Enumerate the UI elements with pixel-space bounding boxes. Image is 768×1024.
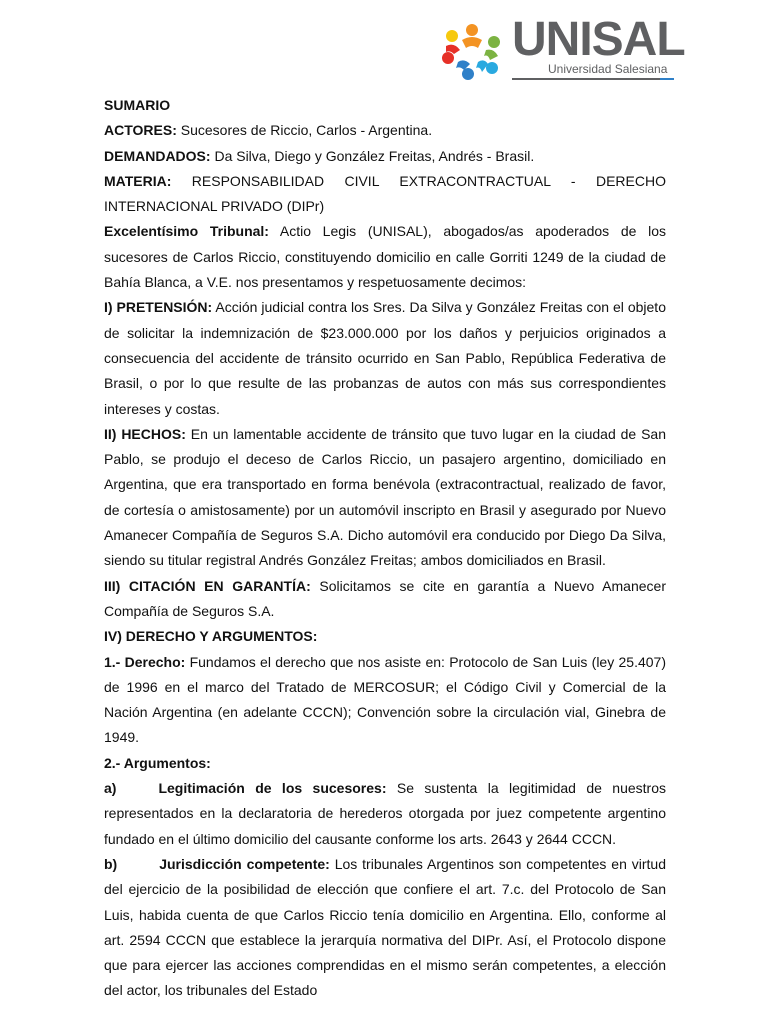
derecho-paragraph: 1.- Derecho: Fundamos el derecho que nos asiste en: Protocolo de San Luis (ley 25.407) de 1996 en el marco del Tratado de MERCOSUR; el Código Civil y Comercial de la Nación Argentina (en adelante CCCN); Convención sobre la circulación vial, Ginebra de 1949.	[104, 653, 666, 746]
pretension-paragraph: I) PRETENSIÓN: Acción judicial contra los Sres. Da Silva y González Freitas con el objeto de solicitar la indemnización de $23.000.000 por los daños y perjuicios originados a consecuencia del accidente de tránsito ocurrido en San Pablo, República Federativa de Brasil, o por lo que resulte de las probanzas de autos con más sus correspondientes intereses y costas.	[104, 299, 666, 417]
logo-brand-text: UNISAL	[512, 13, 685, 66]
logo-underline	[512, 78, 660, 80]
jurisdiccion-paragraph: b) Jurisdicción competente: Los tribunales Argentinos son competentes en virtud del ejercicio de la posibilidad de elección que confiere el art. 7.c. del Protocolo de San Luis, habida cuenta de que Carlos Riccio tenía domicilio en Argentina. Ello, conforme al art. 2594 CCCN que establece la jerarquía normativa del DIPr. Así, el Protocolo dispone que para ejercer las acciones comprendidas en el mismo serán competentes, a elección del actor, los tribunales del Estado	[104, 855, 666, 999]
document-body	[104, 93, 666, 1004]
tribunal-paragraph: Excelentísimo Tribunal: Actio Legis (UNISAL), abogados/as apoderados de los sucesores de Carlos Riccio, constituyendo domicilio en calle Gorriti 1249 de la ciudad de Bahía Blanca, a V.E. nos presentamos y respetuosamente decimos:	[104, 223, 666, 291]
people-circle-logo-icon	[440, 22, 504, 80]
legitimacion-paragraph: a) Legitimación de los sucesores: Se sustenta la legitimidad de nuestros representados en la declaratoria de herederos otorgada por juez competente argentino fundado en el último domicilio del causante conforme los arts. 2643 y 2644 CCCN.	[104, 780, 666, 847]
demandados-line: DEMANDADOS: Da Silva, Diego y González Freitas, Andrés - Brasil.	[104, 147, 535, 164]
hechos-paragraph: II) HECHOS: En un lamentable accidente de tránsito que tuvo lugar en la ciudad de San Pablo, se produjo el deceso de Carlos Riccio, un pasajero argentino, domiciliado en Argentina, que era transportado en forma benévola (extracontractual, realizado de favor, de cortesía o amistosamente) por un automóvil inscripto en Brasil y asegurado por Nuevo Amanecer Compañía de Seguros S.A. Dicho automóvil era conducido por Diego Da Silva, siendo su titular registral Andrés González Freitas; ambos domiciliados en Brasil.	[104, 425, 666, 569]
derecho-heading: IV) DERECHO Y ARGUMENTOS:	[104, 628, 318, 645]
unisal-logo	[440, 13, 685, 82]
argumentos-heading: 2.- Argumentos:	[104, 754, 211, 771]
sumario-heading: SUMARIO	[104, 97, 171, 113]
logo-underline-accent	[660, 78, 674, 80]
citacion-paragraph: III) CITACIÓN EN GARANTÍA: Solicitamos se cite en garantía a Nuevo Amanecer Compañía de Seguros S.A.	[104, 577, 666, 619]
materia-line: MATERIA: RESPONSABILIDAD CIVIL EXTRACONTRACTUAL - DERECHO INTERNACIONAL PRIVADO (DIPr)	[104, 172, 666, 215]
actores-line: ACTORES: Sucesores de Riccio, Carlos - Argentina.	[104, 122, 433, 139]
logo-subtitle: Universidad Salesiana	[548, 62, 668, 76]
